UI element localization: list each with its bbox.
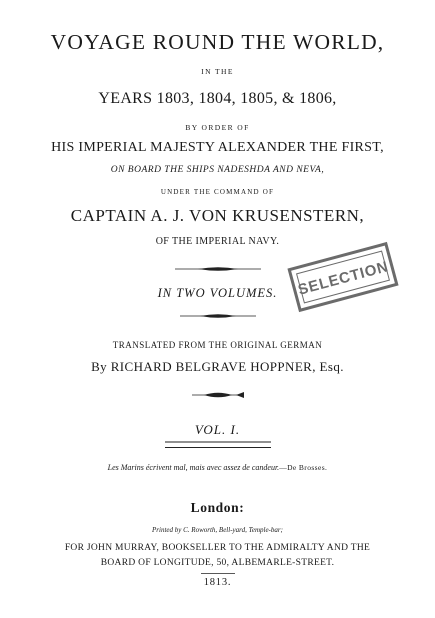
publisher-line-1: FOR JOHN MURRAY, BOOKSELLER TO THE ADMIRALTY AND THE (64, 543, 371, 553)
publisher-line-2: BOARD OF LONGITUDE, 50, ALBEMARLE-STREET. (100, 558, 335, 568)
emperor-line: HIS IMPERIAL MAJESTY ALEXANDER THE FIRST, (51, 140, 384, 155)
stamp-text: SELECTION (296, 258, 391, 299)
navy-line: OF THE IMPERIAL NAVY. (155, 236, 280, 247)
imprint-year: 1813. (203, 577, 232, 588)
by-order-line: BY ORDER OF (185, 123, 250, 132)
volumes-line: IN TWO VOLUMES. (157, 286, 278, 300)
translator-line: By RICHARD BELGRAVE HOPPNER, Esq. (91, 359, 344, 374)
selection-stamp (285, 238, 401, 316)
ships-line: ON BOARD THE SHIPS NADESHDA AND NEVA, (110, 165, 325, 175)
captain-line: CAPTAIN A. J. VON KRUSENSTERN, (70, 206, 365, 225)
under-command-line: UNDER THE COMMAND OF (160, 188, 275, 196)
epigraph-text: Les Marins écrivent mal, mais avec assez de candeur. (107, 463, 280, 472)
epigraph-author: —De Brosses. (279, 463, 328, 472)
short-rule (201, 572, 235, 575)
translated-line: TRANSLATED FROM THE ORIGINAL GERMAN (112, 340, 323, 350)
ornamental-rule-2 (178, 313, 258, 319)
ornamental-rule-1 (173, 266, 263, 272)
imprint-place: London: (190, 500, 245, 515)
epigraph (0, 463, 435, 472)
in-the-line: IN THE (201, 67, 234, 76)
book-title: VOYAGE ROUND THE WORLD, (50, 30, 385, 54)
volume-number: VOL. I. (194, 422, 241, 437)
ornamental-rule-3 (190, 391, 246, 399)
double-rule (165, 440, 271, 450)
years-line: YEARS 1803, 1804, 1805, & 1806, (98, 90, 337, 107)
printer-line: Printed by C. Roworth, Bell-yard, Temple-bar; (152, 526, 283, 534)
